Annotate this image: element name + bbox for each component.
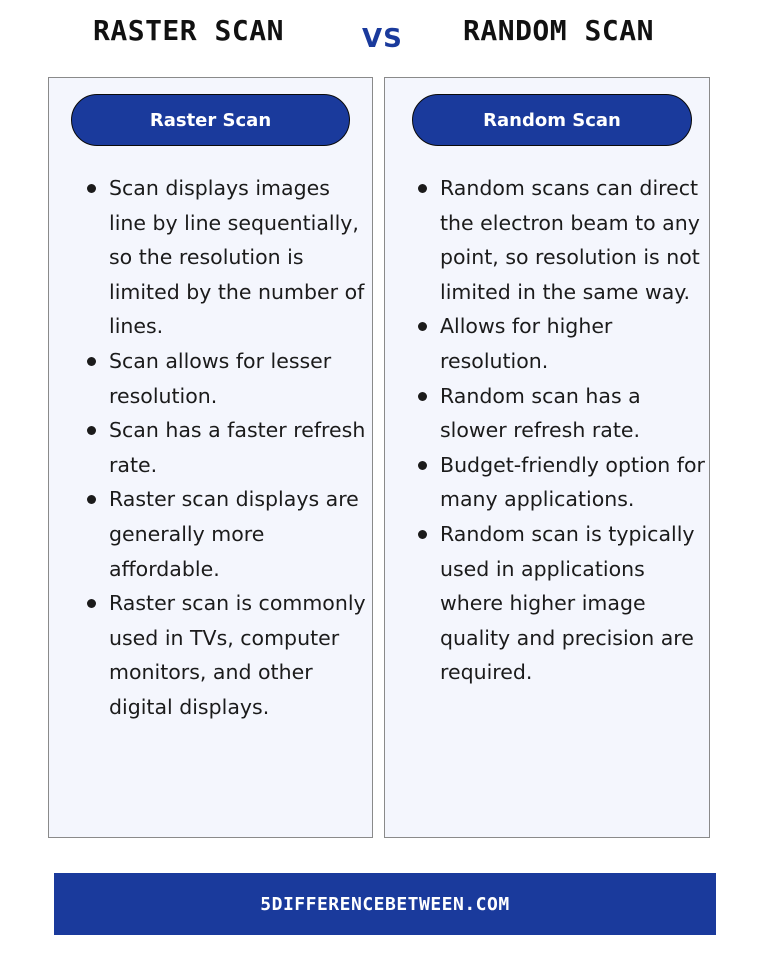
list-item — [418, 448, 708, 517]
point-text: Budget-friendly option for many applications. — [440, 452, 705, 512]
bullet-icon — [87, 495, 96, 504]
list-item — [418, 309, 708, 378]
point-text: Scan has a faster refresh rate. — [109, 418, 366, 477]
point-text: Raster scan displays are generally more affordable. — [109, 487, 359, 581]
random-scan-heading: Random Scan — [412, 94, 692, 146]
point-text: Random scan has a slower refresh rate. — [440, 383, 641, 443]
list-item — [87, 482, 372, 586]
bullet-icon — [418, 461, 427, 470]
raster-scan-points — [87, 171, 372, 725]
list-item — [87, 171, 372, 344]
raster-scan-panel — [48, 77, 373, 838]
point-text: Raster scan is commonly used in TVs, computer monitors, and other digital displays. — [109, 591, 366, 719]
left-title: RASTER SCAN — [93, 14, 284, 47]
point-text: Random scans can direct the electron beam to any point, so resolution is not limited in the same way. — [440, 176, 700, 304]
point-text: Random scan is typically used in applications where higher image quality and precision are required. — [440, 521, 695, 685]
right-title: RANDOM SCAN — [463, 14, 654, 47]
bullet-icon — [87, 599, 96, 608]
bullet-icon — [87, 357, 96, 366]
bullet-icon — [87, 426, 96, 435]
random-scan-panel — [384, 77, 710, 838]
random-scan-points — [418, 171, 708, 690]
footer-banner: 5DIFFERENCEBETWEEN.COM — [54, 873, 716, 935]
list-item — [418, 171, 708, 309]
bullet-icon — [418, 322, 427, 331]
bullet-icon — [418, 392, 427, 401]
point-text: Scan allows for lesser resolution. — [109, 348, 332, 408]
point-text: Scan displays images line by line sequentially, so the resolution is limited by the number of lines. — [109, 176, 365, 339]
bullet-icon — [418, 184, 427, 193]
list-item — [87, 344, 372, 413]
list-item — [87, 586, 372, 724]
list-item — [87, 413, 372, 482]
bullet-icon — [87, 184, 96, 193]
list-item — [418, 517, 708, 690]
raster-scan-heading: Raster Scan — [71, 94, 350, 146]
bullet-icon — [418, 530, 427, 539]
vs-label: VS — [362, 24, 403, 54]
list-item — [418, 379, 708, 448]
point-text: Allows for higher resolution. — [440, 314, 613, 373]
